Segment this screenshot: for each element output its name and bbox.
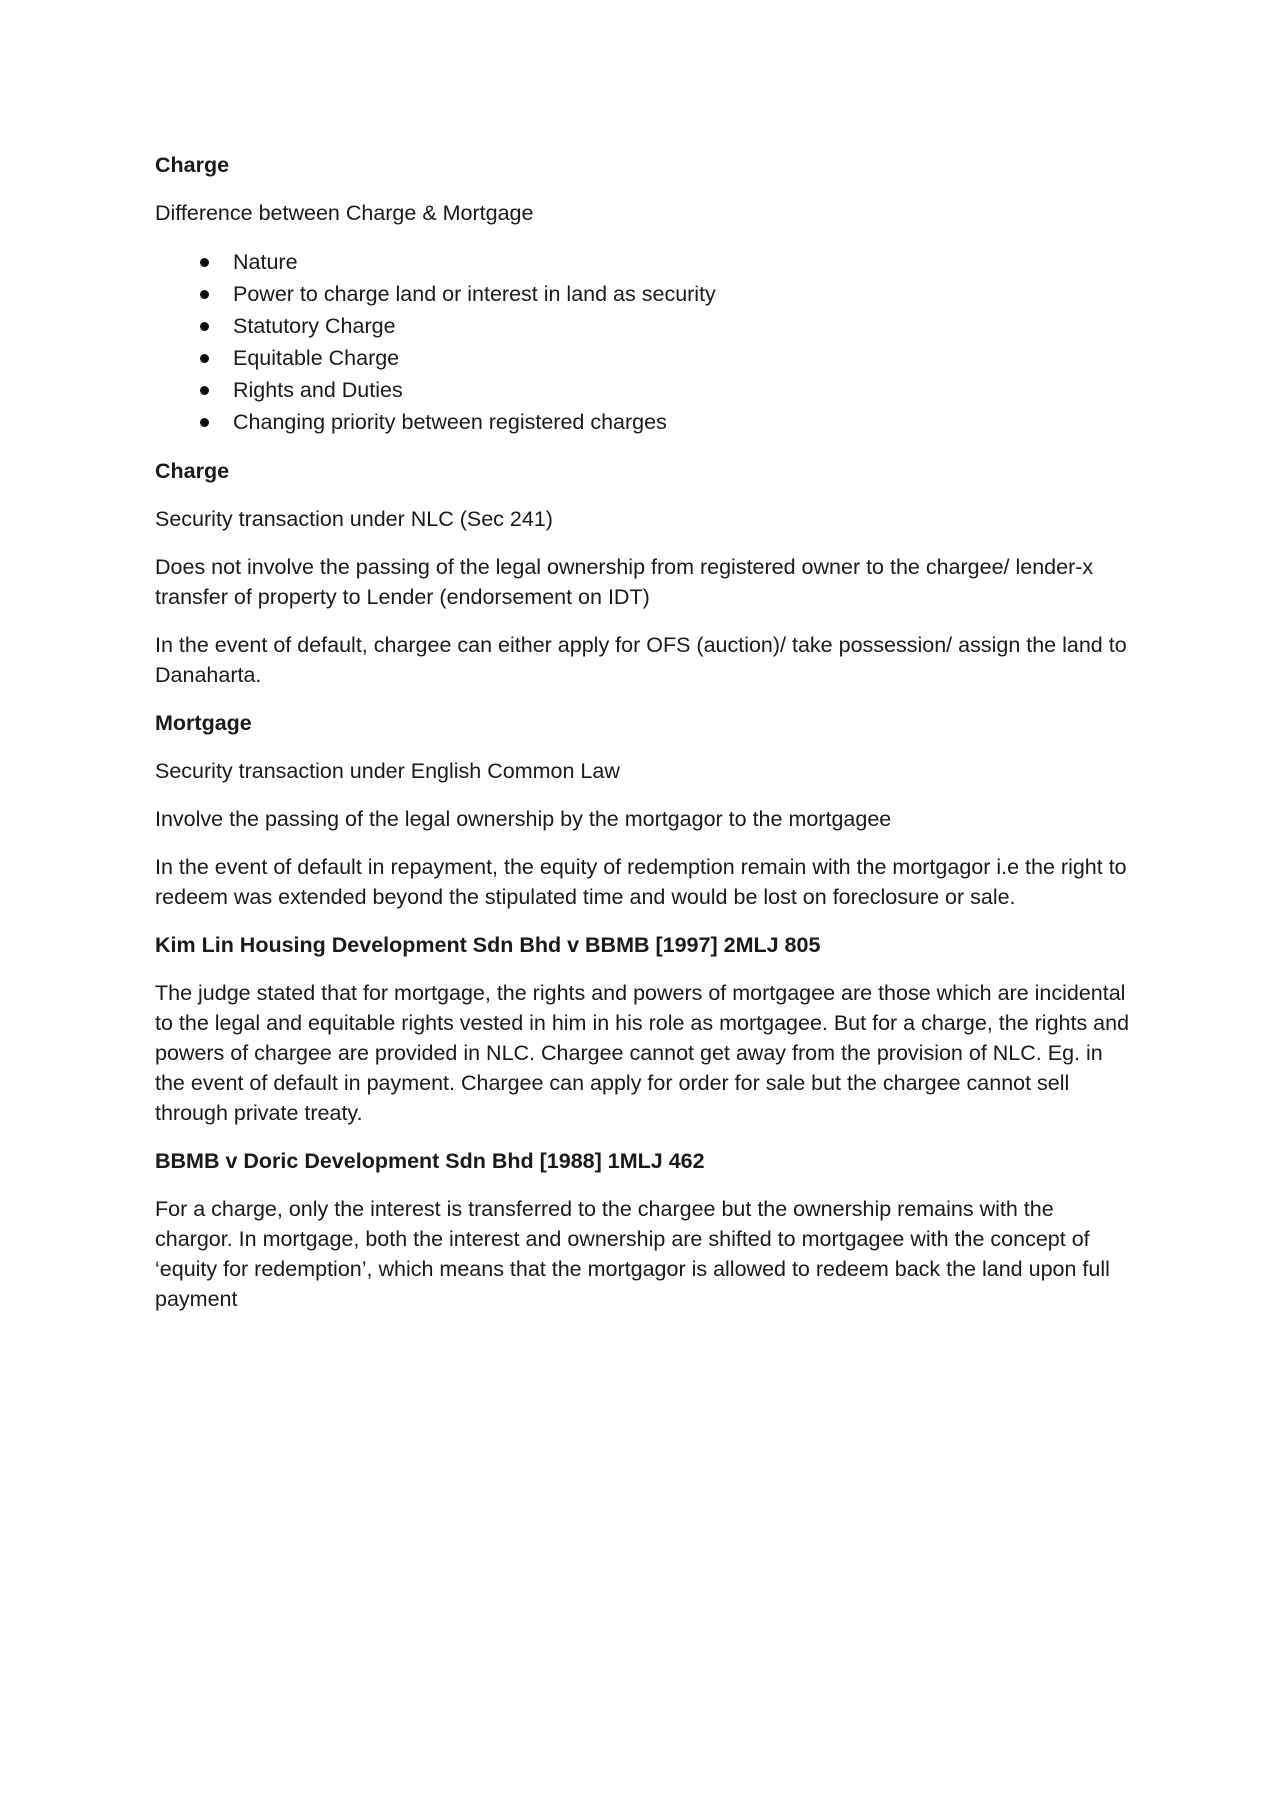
heading-mortgage: Mortgage — [155, 711, 252, 735]
list-item-text: Power to charge land or interest in land as security — [233, 282, 716, 306]
mortgage-paragraph-1: Security transaction under English Common Law — [155, 759, 620, 783]
mortgage-paragraph-2: Involve the passing of the legal ownership by the mortgagor to the mortgagee — [155, 807, 892, 831]
charge-paragraph-2: Does not involve the passing of the legal ownership from registered owner to the chargee/ lender-x transfer of property to Lender (endorsement on IDT) — [155, 555, 1094, 609]
bullet-icon — [200, 418, 209, 427]
list-item-text: Nature — [233, 250, 298, 274]
document-page — [155, 150, 1130, 1332]
list-item — [200, 246, 1130, 278]
list-item — [200, 278, 1130, 310]
mortgage-paragraph-3: In the event of default in repayment, the equity of redemption remain with the mortgagor i.e the right to redeem was extended beyond the stipulated time and would be lost on foreclosure or sale. — [155, 855, 1127, 909]
list-item — [200, 310, 1130, 342]
heading-case-kim-lin: Kim Lin Housing Development Sdn Bhd v BBMB [1997] 2MLJ 805 — [155, 933, 821, 957]
intro-text: Difference between Charge & Mortgage — [155, 201, 534, 225]
bullet-icon — [200, 258, 209, 267]
difference-list — [155, 246, 1130, 438]
list-item-text: Statutory Charge — [233, 314, 396, 338]
list-item-text: Rights and Duties — [233, 378, 403, 402]
bullet-icon — [200, 386, 209, 395]
heading-charge: Charge — [155, 459, 230, 483]
bullet-icon — [200, 354, 209, 363]
bullet-icon — [200, 322, 209, 331]
heading-case-doric: BBMB v Doric Development Sdn Bhd [1988] 1MLJ 462 — [155, 1149, 705, 1173]
list-item — [200, 374, 1130, 406]
charge-paragraph-3: In the event of default, chargee can either apply for OFS (auction)/ take possession/ assign the land to Danaharta. — [155, 633, 1127, 687]
list-item-text: Changing priority between registered charges — [233, 410, 667, 434]
charge-paragraph-1: Security transaction under NLC (Sec 241) — [155, 507, 553, 531]
case-doric-text: For a charge, only the interest is transferred to the chargee but the ownership remains with the chargor. In mortgage, both the interest and ownership are shifted to mortgagee with the concept of ‘equity for redemption’, which means that the mortgagor is allowed to redeem back the land upon full payment — [155, 1197, 1110, 1311]
list-item — [200, 342, 1130, 374]
list-item-text: Equitable Charge — [233, 346, 400, 370]
case-kim-lin-text: The judge stated that for mortgage, the rights and powers of mortgagee are those which are incidental to the legal and equitable rights vested in him in his role as mortgagee. But for a charge, the rights and powers of chargee are provided in NLC. Chargee cannot get away from the provision of NLC. Eg. in the event of default in payment. Chargee can apply for order for sale but the chargee cannot sell through private treaty. — [155, 981, 1130, 1125]
heading-charge-top: Charge — [155, 153, 230, 177]
bullet-icon — [200, 290, 209, 299]
list-item — [200, 406, 1130, 438]
